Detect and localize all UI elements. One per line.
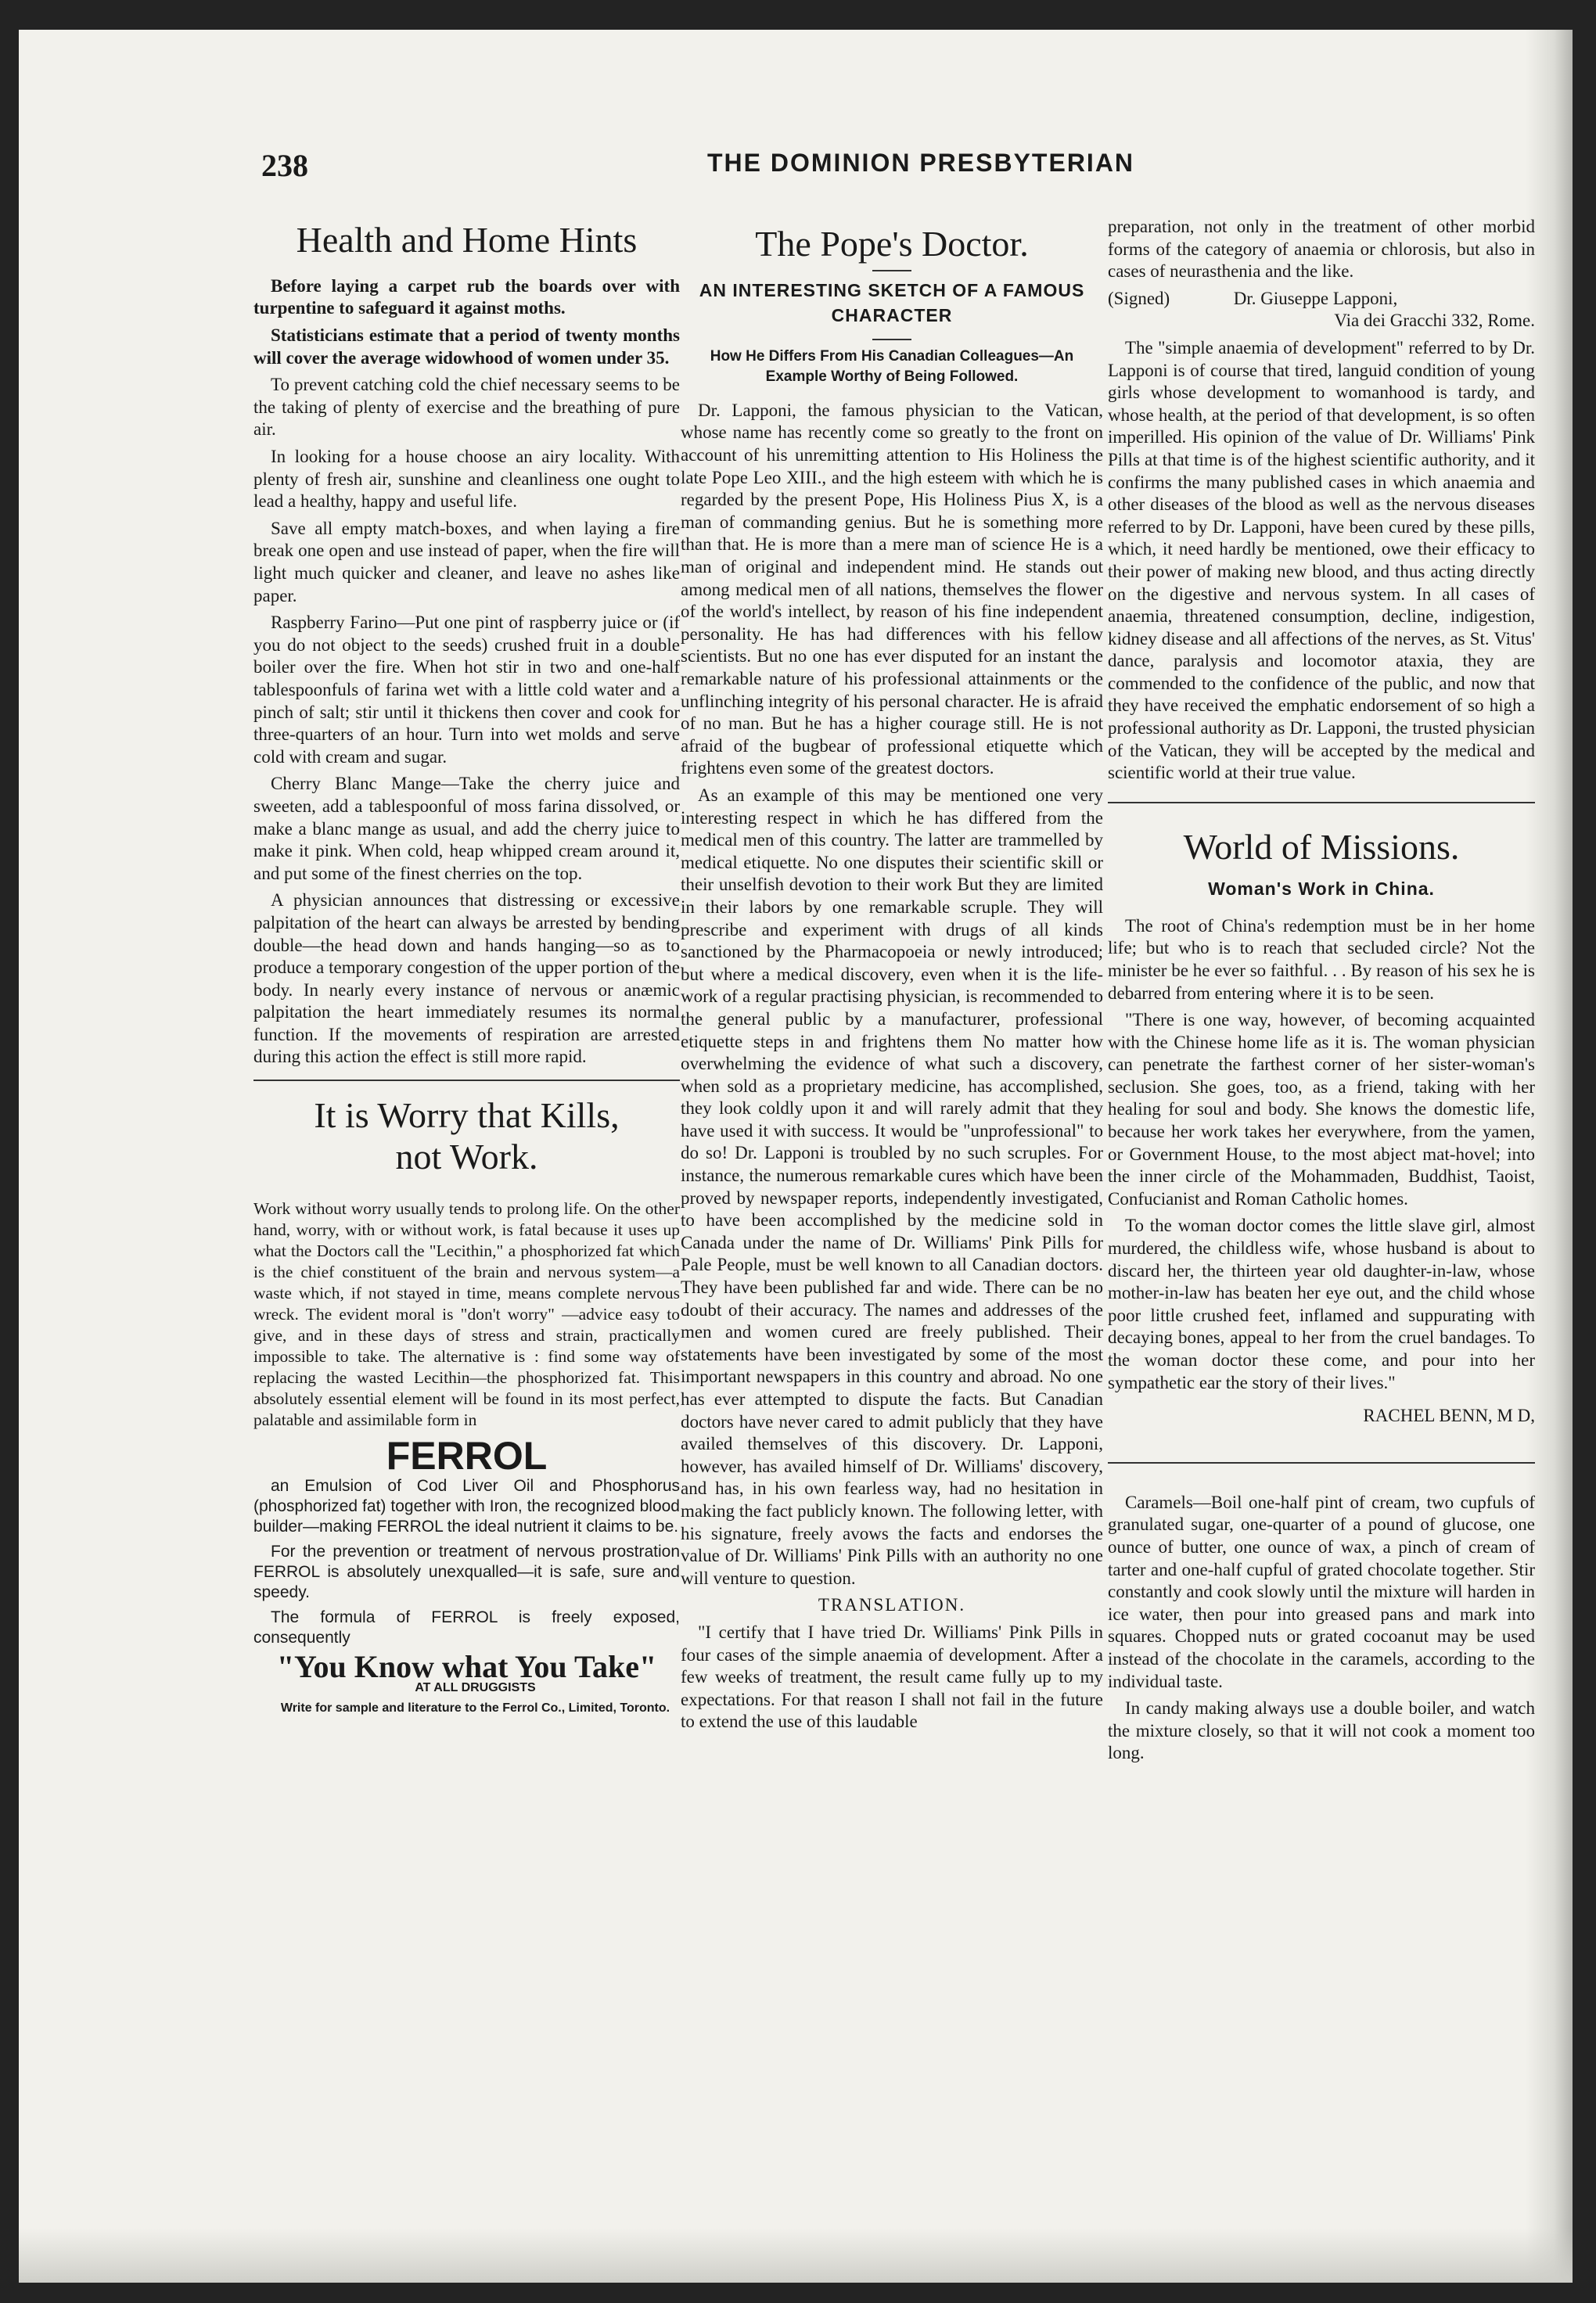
missions-title: World of Missions. [1183, 826, 1460, 867]
ferrol-ad-line: For the prevention or treatment of nervous prostration FERROL is absolutely unexqualled—it is safe, sure and speedy. [253, 1543, 680, 1602]
ferrol-ad-line: an Emulsion of Cod Liver Oil and Phosphorus (phosphorized fat) together with Iron, the recognized blood builder—making FERROL the ideal nutrient it claims to be. [253, 1477, 680, 1536]
column-left [253, 214, 680, 1721]
paragraph: In candy making always use a double boiler, and watch the mixture closely, so that it will not cook a moment too long. [1108, 1698, 1535, 1763]
ferrol-slogan: "You Know what You Take" [276, 1649, 657, 1685]
pope-doctor-title: The Pope's Doctor. [755, 224, 1029, 264]
paragraph: The root of China's redemption must be in her home life; but who is to reach that secluded circle? Not the minister be he ever so faithful. . . By reason of his sex he is debarred from entering where it is to be seen. [1108, 915, 1535, 1003]
paragraph: "There is one way, however, of becoming acquainted with the Chinese home life as it is. The woman physician can penetrate the farthest corner of her sister-woman's seclusion. She goes, too, as a friend, taking with her healing for soul and body. She knows the domestic life, because her work takes her everywhere, from the yamen, or Government House, to the most abject mat-hovel; into the inner circle of the Mohammaden, Buddhist, Taoist, Confucianist and Roman Catholic homes. [1108, 1010, 1535, 1209]
running-head: THE DOMINION PRESBYTERIAN [707, 149, 1135, 177]
paragraph: Caramels—Boil one-half pint of cream, two cupfuls of granulated sugar, one-quarter of a pound of glucose, one ounce of butter, one ounce of wax, a pinch of cream of tarter and one-half cupful of grated chocolate together. Stir constantly and cook slowly until the mixture will harden in ice water, then pour into greased pans and mark into squares. Chopped nuts or grated cocoanut may be used instead of the chocolate in the caramels, according to the individual taste. [1108, 1492, 1535, 1691]
translation-paragraph: "I certify that I have tried Dr. Williams' Pink Pills in four cases of the simple anaemia of development. After a few weeks of treatment, the result came fully up to my expectations. For that reason I shall not fail in the future to extend the use of this laudable [681, 1622, 1103, 1732]
ferrol-ad-line: The formula of FERROL is freely exposed, consequently [253, 1608, 680, 1647]
worry-title [253, 1095, 680, 1178]
paragraph: Statisticians estimate that a period of twenty months will cover the average widowhood of women under 35. [253, 325, 680, 368]
paragraph: Cherry Blanc Mange—Take the cherry juice and sweeten, add a tablespoonful of moss farina dissolved, or make a blanc mange as usual, and add the cherry juice to make it pink. When cold, heap whipped cream around it, and put some of the finest cherries on the top. [253, 774, 680, 883]
paragraph: In looking for a house choose an airy locality. With plenty of fresh air, sunshine and cleanliness one ought to lead a healthy, happy and useful life. [253, 447, 680, 512]
translation-continuation: preparation, not only in the treatment of other morbid forms of the category of anaemia or chlorosis, but also in cases of neurasthenia and the like. [1108, 217, 1535, 282]
section-divider [1108, 1462, 1535, 1464]
missions-subtitle: Woman's Work in China. [1208, 878, 1435, 899]
health-hints-title: Health and Home Hints [296, 220, 638, 260]
page-header [19, 131, 1573, 183]
ferrol-product-name: FERROL [386, 1433, 548, 1478]
paragraph: Save all empty match-boxes, and when laying a fire break one open and use instead of paper, when the fire will light much quicker and cleaner, and leave no ashes like paper. [253, 518, 680, 605]
subtitle-dash [872, 339, 911, 340]
paragraph: To prevent catching cold the chief necessary seems to be the taking of plenty of exercise and the breathing of pure air. [253, 375, 680, 440]
missions-signer: RACHEL BENN, M D, [1363, 1406, 1535, 1426]
ferrol-write-for: Write for sample and literature to the Ferrol Co., Limited, Toronto. [280, 1701, 670, 1716]
signature [1108, 288, 1535, 311]
signed-name: Dr. Giuseppe Lapponi, [1233, 288, 1398, 308]
column-right [1108, 216, 1535, 1769]
section-divider [253, 1080, 680, 1081]
pope-doctor-subtitle: AN INTERESTING SKETCH OF A FAMOUS CHARACTER [699, 279, 1085, 325]
signed-address: Via dei Gracchi 332, Rome. [1334, 311, 1535, 331]
page-number: 238 [261, 148, 308, 183]
newspaper-page [19, 30, 1573, 2283]
paragraph: Before laying a carpet rub the boards over with turpentine to safeguard it against moths. [253, 275, 680, 318]
page-bottom-shadow [19, 2228, 1573, 2283]
health-hints-article [253, 275, 680, 1069]
ferrol-druggists: AT ALL DRUGGISTS [415, 1681, 536, 1695]
worry-title-line2: not Work. [395, 1136, 538, 1177]
worry-title-line1: It is Worry that Kills, [314, 1095, 620, 1136]
section-divider [1108, 802, 1535, 803]
title-dash [872, 270, 911, 271]
column-middle [681, 217, 1103, 1738]
pope-doctor-subtitle2: How He Differs From His Canadian Colleagues—An Example Worthy of Being Followed. [710, 347, 1074, 385]
paragraph: As an example of this may be mentioned one very interesting respect in which he has differed from the medical men of this country. The latter are trammelled by medical etiquette. No one disputes their scientific skill or their unselfish devotion to their work But they are limited in their labors by one remarkable scruple. They will prescribe and experiment with drugs of all kinds sanctioned by the Pharmacopoeia or newly introduced; but where a medical discovery, even when it is the life-work of a regular practising physician, is recommended to the general public by a manufacturer, professional etiquette steps in and frightens them No matter how overwhelming the evidence of what such a discovery, when sold as a proprietary medicine, has accomplished, they look coldly upon it and will rarely admit that they have used it with success. It would be "unprofessional" to do so! Dr. Lapponi is troubled by no such scruples. For instance, the numerous remarkable cures which have been proved by newspaper reports, independently investigated, to have been accomplished by the medicine sold in Canada under the name of Dr. Williams' Pink Pills for Pale People, must be well known to all Canadian doctors. They have been published far and wide. There can be no doubt of their accuracy. The names and addresses of the men and women cured are freely published. Their statements have been investigated by some of the most important newspapers in this country and abroad. No one has ever attempted to dispute the facts. But Canadian doctors have never cared to admit publicly that they have availed themselves of this discovery. Dr. Lapponi, however, has availed himself of Dr. Williams' discovery, and has, in his own fearless way, had no hesitation in making the fact publicly known. The following letter, with his signature, freely avows the facts and endorses the value of Dr. Williams' Pink Pills with an authority no one will venture to question. [681, 785, 1103, 1588]
worry-paragraph: Work without worry usually tends to prolong life. On the other hand, worry, with or without work, is fatal because it uses up what the Doctors call the "Lecithin," a phosphorized fat which is the chief constituent of the brain and nervous system—a waste which, if not stayed in time, means complete nervous wreck. The evident moral is "don't worry" —advice easy to give, and in these days of stress and strain, practically impossible to take. The alternative is : find some way of replacing the wasted Lecithin—the phosphorized fat. This absolutely essential element will be found in its most perfect, palatable and assimilable form in [253, 1198, 680, 1429]
paragraph: To the woman doctor comes the little slave girl, almost murdered, the childless wife, whose husband is about to discard her, the thirteen year old daughter-in-law, whose mother-in-law has beaten her eye out, and the child whose poor little crushed feet, inflamed and suppurating with decaying bones, appeal to her from the cruel bandages. To the woman doctor these come, and pour into her sympathetic ear the story of their lives." [1108, 1216, 1535, 1392]
paragraph: A physician announces that distressing or excessive palpitation of the heart can always be arrested by bending double—the head down and hands hanging—so as to produce a temporary congestion of the upper portion of the body. In nearly every instance of nervous or anæmic palpitation the heart immediately resumes its normal function. If the movements of respiration are arrested during this action the effect is still more rapid. [253, 890, 680, 1067]
paragraph: Dr. Lapponi, the famous physician to the Vatican, whose name has recently come so greatly to the front on account of his unremitting attention to His Holiness the late Pope Leo XIII., and the high esteem with which he is regarded by the present Pope, His Holiness Pius X, is a man of commanding genius. But he is something more than that. He is more than a mere man of science He is a man of original and independent mind. He stands out among medical men of all nations, themselves the flower of the world's intellect, by reason of his fine independent personality. He has had differences with his fellow scientists. But no one has ever disputed for an instant the remarkable nature of his professional attainments or the unflinching integrity of his personal character. He is afraid of no man. But he has a higher courage still. He is not afraid of the bugbear of professional etiquette which frightens even some of the greatest doctors. [681, 400, 1103, 778]
signed-label: (Signed) [1108, 288, 1170, 308]
paragraph: Raspberry Farino—Put one pint of raspberry juice or (if you do not object to the seeds) crushed fruit in a double boiler over the fire. When hot stir in two and one-half tablespoonfuls of farina wet with a little cold water and a pinch of salt; stir until it thickens then cover and cook for three-quarters of an hour. Turn into wet molds and serve cold with cream and sugar. [253, 613, 680, 767]
translation-heading: TRANSLATION. [818, 1595, 966, 1615]
paragraph: The "simple anaemia of development" referred to by Dr. Lapponi is of course that tired, languid condition of young girls whose development to womanhood is tardy, and whose health, at the period of that development, is so often imperilled. His opinion of the value of Dr. Williams' Pink Pills at that time is of the highest scientific authority, and it confirms the many published cases in which anaemia and other diseases of the blood as well as the nervous diseases referred to by Dr. Lapponi, have been cured by these pills, which, it need hardly be mentioned, owe their efficacy to their power of making new blood, and thus acting directly on the digestive and nervous system. In all cases of anaemia, threatened consumption, decline, indigestion, kidney disease and all affections of the nerves, as St. Vitus' dance, paralysis and locomotor ataxia, they are commended to the confidence of the public, and now that they have received the emphatic endorsement of so high a professional authority as Dr. Lapponi, the trusted physician of the Vatican, they will be accepted by the medical and scientific world at their true value. [1108, 337, 1535, 783]
